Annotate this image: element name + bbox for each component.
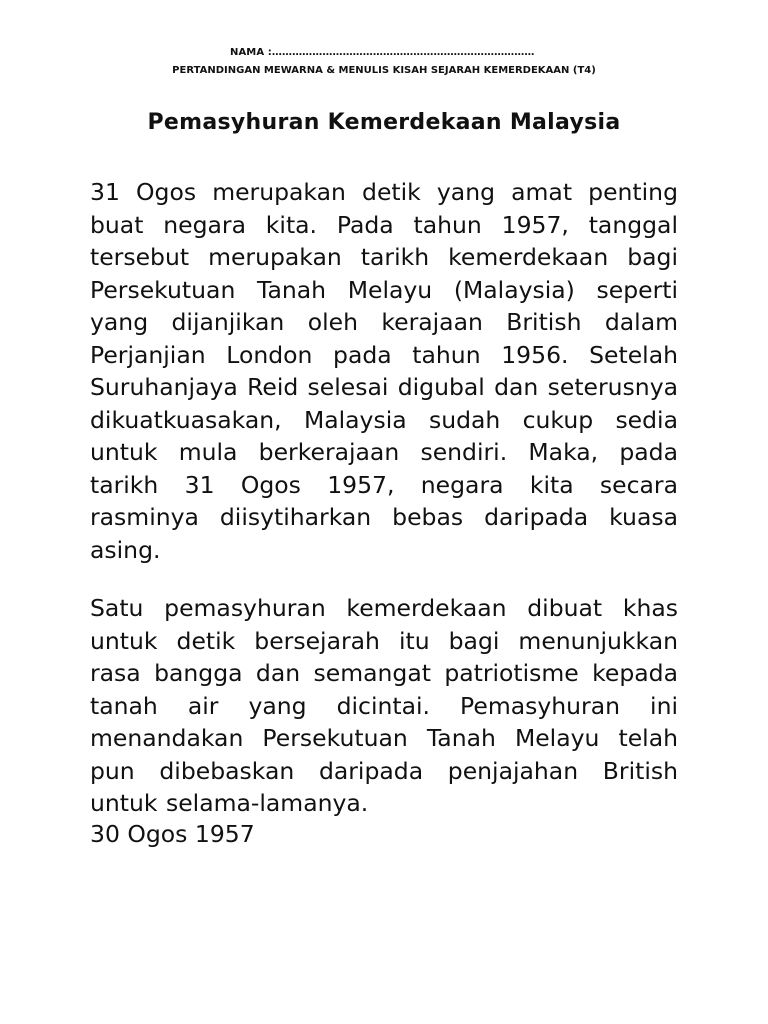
competition-title: PERTANDINGAN MEWARNA & MENULIS KISAH SEJARAH KEMERDEKAAN (T4) (172, 65, 596, 76)
document-date: 30 Ogos 1957 (90, 820, 255, 848)
body-paragraph-1: 31 Ogos merupakan detik yang amat penting buat negara kita. Pada tahun 1957, tanggal tersebut merupakan tarikh kemerdekaan bagi Persekutuan Tanah Melayu (Malaysia) seperti yang dijanjikan oleh kerajaan British dalam Perjanjian London pada tahun 1956. Setelah Suruhanjaya Reid selesai digubal dan seterusnya dikuatkuasakan, Malaysia sudah cukup sedia untuk mula berkerajaan sendiri. Maka, pada tarikh 31 Ogos 1957, negara kita secara rasminya diisytiharkan bebas daripada kuasa asing. (90, 178, 678, 564)
body-paragraph-2: Satu pemasyhuran kemerdekaan dibuat khas untuk detik bersejarah itu bagi menunjukkan rasa bangga dan semangat patriotisme kepada tanah air yang dicintai. Pemasyhuran ini menandakan Persekutuan Tanah Melayu telah pun dibebaskan daripada penjajahan British untuk selama-lamanya. (90, 594, 678, 817)
document-title: Pemasyhuran Kemerdekaan Malaysia (147, 110, 621, 135)
name-field-line: NAMA :…………………………………………………………………… (230, 47, 535, 58)
